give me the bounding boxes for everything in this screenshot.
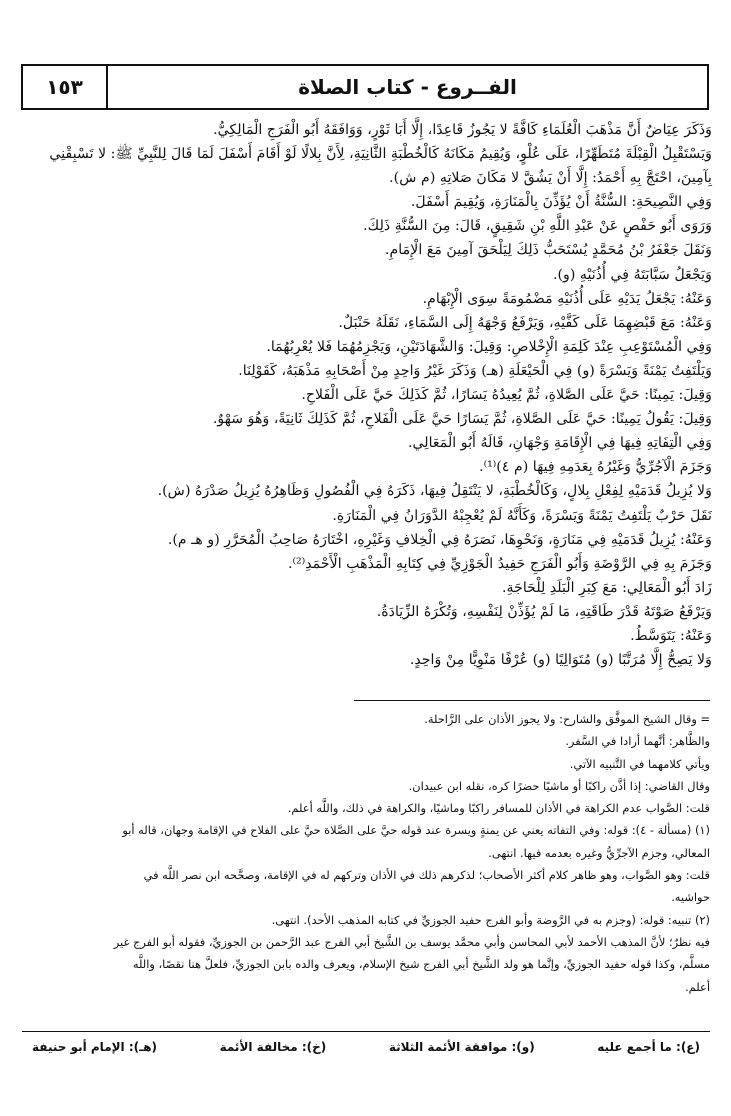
text-line: وَيَجْعَلُ سَبَّابَتَهُ فِي أُذُنَيْهِ (و).: [552, 266, 712, 283]
running-header: [21, 64, 709, 110]
legend-agree: (و): موافقة الأئمة الثلاثة: [388, 1040, 535, 1054]
footnote-line: حواشيه.: [671, 890, 710, 905]
footnote-line: فيه نظرٌ؛ لأنَّ المذهب الأحمد لأبي المحاسن وأبي محمَّد يوسف بن الشَّيخ أبي الفرج عبد الرَّحمن بن الجوزيِّ، فقوله أبو الفرج غير: [113, 934, 710, 949]
page-number: ١٥٣: [23, 66, 108, 108]
text-line: نَقَلَ حَرْبٌ يَلْتَفِتُ يَمْنَةً وَيَسْرَةً، وَكَأَنَّهُ لَمْ يُعْجِبْهُ الدَّوَرَانُ فِي الْمَنَارَةِ.: [332, 507, 712, 524]
footnote-line: مسلَّم، وكذا قوله حفيد الجوزيِّ، وإنَّما هو ولد الشَّيخ أبي الفرج شيخ الإسلام، ويعرف والده بابن الجوزيِّ، فلعلَّ هنا نقصًا، واللَّه: [132, 957, 710, 972]
text-line: وَجَزَمَ بِهِ فِي الرَّوْضَةِ وَأَبُو الْفَرَجِ حَفِيدُ الْجَوْزِيِّ فِي كِتَابِهِ الْمَذْهَبِ الْأَحْمَدِ⁽²⁾.: [288, 555, 712, 572]
footnote-line: (١) (مسألة - ٤): قوله: وفي التفاته يعني عن يمنةٍ ويسرة عند قوله حيَّ على الصَّلاة حيَّ على الفلاح في الإقامة وجهان، قاله أبو: [122, 823, 710, 838]
footnote-line: (٢) تنبيه: قوله: (وجزم به في الرَّوضة وأبو الفرج حفيد الجوزيِّ في كتابه المذهب الأحد). انتهى.: [271, 912, 710, 927]
text-line: وَفِي النَّصِيحَةِ: السُّنَّةُ أَنْ يُؤَذِّنَ بِالْمَنَارَةِ، وَيُقِيمَ أَسْفَلَ.: [410, 194, 712, 211]
footnote-line: = وقال الشيخ الموفَّق والشارح: ولا يجوز الأذان على الرَّاحلة.: [424, 712, 710, 726]
legend-differ: (خ): مخالفة الأئمة: [219, 1040, 327, 1054]
text-line: وَيَرْفَعُ صَوْتَهُ قَدْرَ طَاقَتِهِ، مَا لَمْ يُؤَذِّنْ لِنَفْسِهِ، وَتُكْرَهُ الزِّيَادَةُ.: [376, 603, 712, 620]
footnote-line: ويأتي كلامهما في التَّنبيه الآتي.: [569, 756, 710, 771]
footnote-line: قلت: وهو الصَّواب، وهو ظاهر كلام أكثر الأصحاب؛ لذكرهم ذلك في الأذان وتركهم له في الإقامة، وصحَّحه ابن نصر اللَّه في: [143, 868, 710, 883]
main-text: [40, 118, 712, 672]
text-line: وَعَنْهُ: مَعَ قَبْضِهِمَا عَلَى كَفَّيْهِ، وَيَرْفَعُ وَجْهَهُ إِلَى السَّمَاءِ، نَقَلَهُ حَنْبَلٌ.: [338, 314, 712, 331]
text-line: بِآمِينَ، احْتَجَّ بِهِ أَحْمَدُ: إِلَّا أَنْ يَشُقَّ لا مَكَانَ صَلاتِهِ (م ش).: [389, 170, 712, 187]
text-line: وَعَنْهُ: يَجْعَلُ يَدَيْهِ عَلَى أُذُنَيْهِ مَضْمُومَةً سِوَى الْإِبْهَامِ.: [422, 290, 712, 307]
text-line: وَعَنْهُ: يَتَوَسَّطُ.: [630, 627, 712, 644]
header-title: الفــروع - كتاب الصلاة: [298, 75, 517, 99]
footnote-line: قلت: الصَّواب عدم الكراهة في الأذان للمسافر راكبًا وماشيًا، والكراهة في ذلك، واللَّه أعلم.: [287, 801, 710, 816]
text-line: وَلا يُزِيلُ قَدَمَيْهِ لِفِعْلِ بِلالٍ، وَكَالْخُطْبَةِ، لا يَنْتَقِلُ فِيهَا، ذَكَرَهُ فِي الْفُصُولِ وَظَاهِرُهُ يُزِيلُ صَدْرَهُ (ش).: [157, 483, 712, 500]
footnote-separator: [354, 700, 710, 701]
footnotes: [22, 708, 710, 998]
text-line: وَلا يَصِحُّ إِلَّا مُرَتَّبًا (و) مُتَوَالِيًا (و) عُرْفًا مَنْوِيًّا مِنْ وَاحِدٍ.: [409, 652, 712, 669]
abbreviation-legend: [22, 1040, 710, 1054]
footnote-line: والظَّاهر: أنَّهما أرادا في السَّفر.: [565, 734, 710, 749]
text-line: وَقِيلَ: يَمِينًا: حَيَّ عَلَى الصَّلاةِ، ثُمَّ يُعِيدُهُ يَسَارًا، ثُمَّ كَذَلِكَ حَيَّ عَلَى الْفَلاحِ.: [301, 387, 712, 404]
text-line: وَفِي الْتِفَاتِهِ فِيهَا فِي الْإِقَامَةِ وَجْهَانِ، قَالَهُ أَبُو الْمَعَالِي.: [407, 435, 712, 452]
text-line: وَجَزَمَ الْآجُرِّيُّ وَغَيْرُهُ بِعَدَمِهِ فِيهَا (م ٤)⁽¹⁾.: [479, 459, 712, 476]
text-line: وَقِيلَ: يَقُولُ يَمِينًا: حَيَّ عَلَى الصَّلاةِ، ثُمَّ يَسَارًا حَيَّ عَلَى الْفَلاحِ، ثُمَّ كَذَلِكَ ثَانِيَةً، وَهُوَ سَهْوٌ.: [212, 411, 712, 428]
legend-abu-hanifa: (هـ): الإمام أبو حنيفة: [32, 1040, 158, 1054]
footer-rule: [22, 1031, 710, 1032]
text-line: وَيَلْتَفِتُ يَمْنَةً وَيَسْرَةً (و) فِي الْحَيْعَلَةِ (هـ) وَذَكَرَ غَيْرُ وَاحِدٍ مِنْ أَصْحَابِهِ مَذْهَبَهُ، كَقَوْلِنَا.: [238, 362, 712, 379]
footnote-line: وقال القاضي: إذا أذَّن راكبًا أو ماشيًا حضرًا كره، نقله ابن عبيدان.: [408, 778, 710, 793]
footnote-line: المعالي، وجزم الآجرِّيُّ وغيره بعدمه فيها. انتهى.: [488, 845, 710, 860]
text-line: وَذَكَرَ عِيَاضٌ أَنَّ مَذْهَبَ الْعُلَمَاءِ كَافَّةً لا يَجُوزُ قَاعِدًا، إِلَّا أَبَا ثَوْرٍ، وَوَافَقَهُ أَبُو الْفَرَجِ الْمَالِكِيُّ.: [213, 122, 712, 138]
text-line: وَرَوَى أَبُو حَفْصٍ عَنْ عَبْدِ اللَّهِ بْنِ شَقِيقٍ، قَالَ: مِنَ السُّنَّةِ ذَلِكَ.: [363, 218, 712, 235]
text-line: وَنَقَلَ جَعْفَرُ بْنُ مُحَمَّدٍ يُسْتَحَبُّ ذَلِكَ لِيَلْحَقَ آمِينَ مَعَ الْإِمَامِ.: [385, 242, 712, 259]
text-line: وَعَنْهُ: يُزِيلُ قَدَمَيْهِ فِي مَنَارَةٍ، وَنَحْوِهَا، نَصَرَهُ فِي الْخِلافِ وَغَيْرِهِ، اخْتَارَهُ صَاحِبُ الْمُحَرَّرِ (و هـ م).: [167, 531, 712, 548]
text-line: زَادَ أَبُو الْمَعَالِي: مَعَ كِبَرِ الْبَلَدِ لِلْحَاجَةِ.: [501, 579, 712, 596]
text-line: وَيَسْتَقْبِلُ الْقِبْلَةَ مُتَطَهِّرًا، عَلَى عُلْوٍ، وَيُقِيمُ مَكَانَهُ كَالْخُطْبَةِ الثَّانِيَةِ، لِأَنَّ بِلالًا لَوْ أَقَامَ أَسْفَلَ لَمَا قَالَ لِلنَّبِيِّ ﷺ: لا تَسْبِقْنِي: [49, 146, 712, 163]
legend-ijma: (ع): ما أجمع عليه: [597, 1040, 700, 1054]
footnote-line: أعلم.: [685, 979, 710, 994]
text-line: وَفِي الْمُسْتَوْعِبِ عِنْدَ كَلِمَةِ الْإِخْلاصِ: وَقِيلَ: وَالشَّهَادَتَيْنِ، وَيَجْزِمُهُمَا فَلا يُعْرِبُهُمَا.: [266, 338, 712, 355]
